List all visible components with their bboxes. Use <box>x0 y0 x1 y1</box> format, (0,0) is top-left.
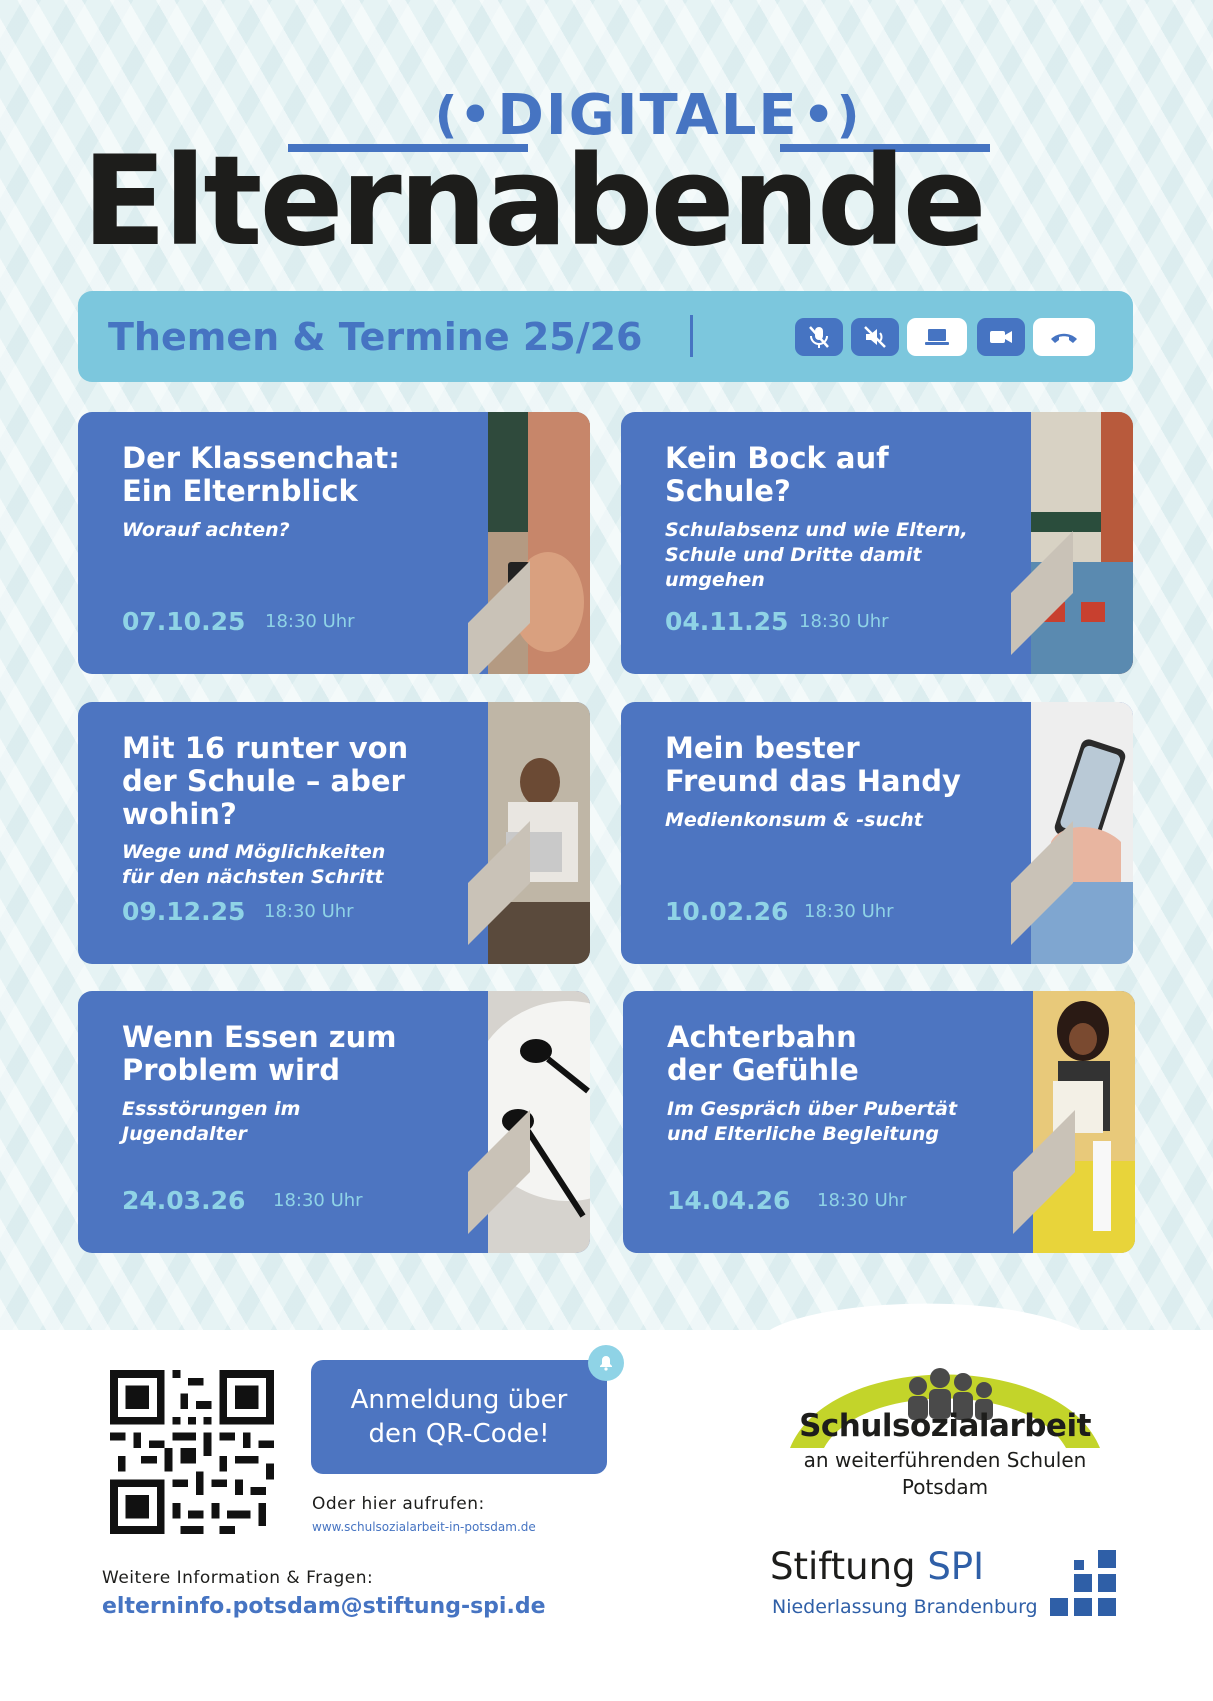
event-card-6 <box>623 991 1135 1253</box>
stiftung-spi-logo <box>1050 1550 1118 1618</box>
event-time: 18:30 Uhr <box>804 901 894 922</box>
qr-code[interactable] <box>110 1370 274 1534</box>
hangup-icon <box>1033 318 1095 356</box>
event-date: 09.12.25 <box>122 897 246 926</box>
title-digitale: (• DIGITALE •) <box>434 82 862 148</box>
event-subtitle: Medienkonsum & -sucht <box>665 809 923 831</box>
themen-bar <box>78 291 1133 382</box>
photo-girl-reading <box>1033 991 1135 1253</box>
event-time: 18:30 Uhr <box>799 611 889 632</box>
event-subtitle: Schulabsenz und wie Eltern, Schule und Dritte damit umgehen <box>665 519 968 591</box>
event-time: 18:30 Uhr <box>273 1190 363 1211</box>
stiftung-spi-subline: Niederlassung Brandenburg <box>772 1596 1038 1618</box>
email-link[interactable]: elterninfo.potsdam@stiftung-spi.de <box>102 1594 546 1619</box>
photo-empty-classroom <box>1031 412 1133 674</box>
event-card-5 <box>78 991 590 1253</box>
logo-subline-1: an weiterführenden Schulen <box>803 1448 1087 1472</box>
event-time: 18:30 Uhr <box>264 901 354 922</box>
bell-icon <box>588 1345 624 1381</box>
event-date: 14.04.26 <box>667 1186 791 1215</box>
event-date: 07.10.25 <box>122 607 246 636</box>
event-title: Achterbahn der Gefühle <box>667 1020 859 1087</box>
event-time: 18:30 Uhr <box>265 611 355 632</box>
event-subtitle: Worauf achten? <box>122 519 290 541</box>
event-card-2 <box>621 412 1133 674</box>
speaker-off-icon <box>851 318 899 356</box>
text-cursor <box>690 315 693 357</box>
title-elternabende: Elternabende <box>82 130 984 274</box>
event-title: Der Klassenchat: Ein Elternblick <box>122 441 400 508</box>
logo-schulsozialarbeit: Schulsozialarbeit <box>799 1408 1091 1444</box>
logo-subline-2: Potsdam <box>901 1475 989 1499</box>
themen-label: Themen & Termine 25/26 <box>108 315 643 359</box>
info-label: Weitere Information & Fragen: <box>102 1568 374 1588</box>
event-subtitle: Essstörungen im Jugendalter <box>122 1098 301 1145</box>
photo-stressed-student <box>488 702 590 964</box>
event-title: Kein Bock auf Schule? <box>665 441 889 508</box>
photo-plate-spoons <box>488 991 590 1253</box>
event-card-4 <box>621 702 1133 964</box>
event-date: 04.11.25 <box>665 607 789 636</box>
event-title: Wenn Essen zum Problem wird <box>122 1020 397 1087</box>
website-link[interactable]: www.schulsozialarbeit-in-potsdam.de <box>312 1520 536 1534</box>
laptop-icon <box>907 318 967 356</box>
event-date: 10.02.26 <box>665 897 789 926</box>
anmeldung-badge: Anmeldung über den QR-Code! <box>311 1360 607 1474</box>
event-time: 18:30 Uhr <box>817 1190 907 1211</box>
event-subtitle: Wege und Möglichkeiten für den nächsten Schritt <box>122 841 386 888</box>
event-date: 24.03.26 <box>122 1186 246 1215</box>
poster-title <box>0 80 1213 274</box>
event-card-1 <box>78 412 590 674</box>
event-title: Mein bester Freund das Handy <box>665 731 961 798</box>
stiftung-spi-wordmark: Stiftung SPI <box>770 1545 985 1588</box>
event-subtitle: Im Gespräch über Pubertät und Elterliche Begleitung <box>667 1098 958 1145</box>
event-title: Mit 16 runter von der Schule – aber wohin? <box>122 731 409 831</box>
camera-icon <box>977 318 1025 356</box>
mic-off-icon <box>795 318 843 356</box>
oder-label: Oder hier aufrufen: <box>312 1494 485 1514</box>
photo-hand-smartphone <box>1031 702 1133 964</box>
event-card-3 <box>78 702 590 964</box>
